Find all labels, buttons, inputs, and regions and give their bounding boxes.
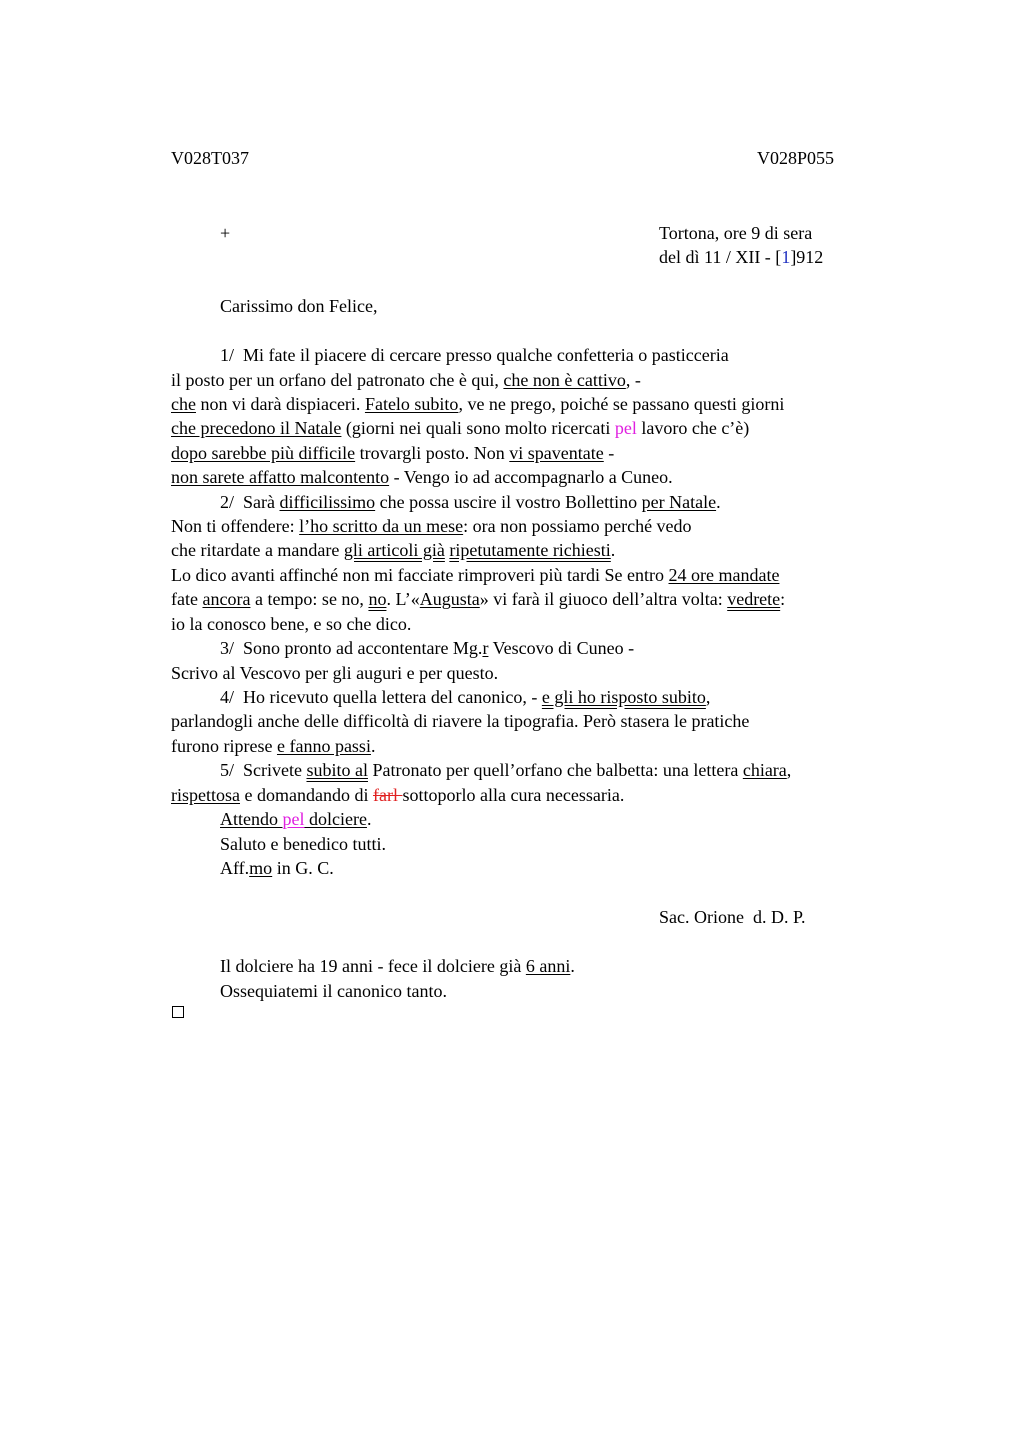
paragraph-1-line-1: 1/ Mi fate il piacere di cercare presso qualche confetteria o pasticceria [220,345,729,365]
paragraph-4-line-2: parlandogli anche delle difficoltà di riavere la tipografia. Però stasera le pratiche [171,711,750,731]
paragraph-3-line-2: Scrivo al Vescovo per gli auguri e per questo. [171,663,499,683]
paragraph-2-line-6: io la conosco bene, e so che dico. [171,614,412,634]
document-code-right: V028P055 [757,148,835,168]
paragraph-2-line-3: che ritardate a mandare gli articoli già ripetutamente richiesti. [171,540,616,560]
paragraph-1-line-3: che non vi darà dispiaceri. Fatelo subito, ve ne prego, poiché se passano questi giorni [171,394,785,414]
struck-text: farl [372,785,403,805]
dateline-place: Tortona, ore 9 di sera [659,223,813,243]
closing-affmo: Aff.mo in G. C. [220,858,334,878]
document-code-left: V028T037 [171,148,249,168]
paragraph-2-line-4: Lo dico avanti affinché non mi facciate rimproveri più tardi Se entro 24 ore mandate [171,565,780,585]
paragraph-2-line-2: Non ti offendere: l’ho scritto da un mese: ora non possiamo perché vedo [171,516,692,536]
paragraph-2-line-5: fate ancora a tempo: se no, no. L’«Augusta» vi farà il giuoco dell’altra volta: vedrete: [171,589,786,609]
paragraph-4-line-1: 4/ Ho ricevuto quella lettera del canonico, - e gli ho risposto subito, [220,687,711,707]
end-marker-box [172,1006,184,1018]
postscript-line-1: Il dolciere ha 19 anni - fece il dolciere già 6 anni. [220,956,575,976]
paragraph-1-line-5: dopo sarebbe più difficile trovargli posto. Non vi spaventate - [171,443,615,463]
paragraph-4-line-3: furono riprese e fanno passi. [171,736,376,756]
postscript-line-2: Ossequiatemi il canonico tanto. [220,981,447,1001]
closing-attendo: Attendo pel dolciere. [220,809,372,829]
cross-mark: + [220,223,231,243]
editorial-insert: 1 [781,247,791,267]
closing-saluto: Saluto e benedico tutti. [220,834,386,854]
paragraph-1-line-4: che precedono il Natale (giorni nei quali sono molto ricercati pel lavoro che c’è) [171,418,750,438]
signature: Sac. Orione d. D. P. [659,907,806,927]
dateline-date: del dì 11 / XII - [1]912 [659,247,824,267]
paragraph-1-line-2: il posto per un orfano del patronato che è qui, che non è cattivo, - [171,370,641,390]
paragraph-1-line-6: non sarete affatto malcontento - Vengo io ad accompagnarlo a Cuneo. [171,467,673,487]
paragraph-3-line-1: 3/ Sono pronto ad accontentare Mg.r Vescovo di Cuneo - [220,638,635,658]
paragraph-5-line-2: rispettosa e domandando di farl sottoporlo alla cura necessaria. [171,785,625,805]
paragraph-5-line-1: 5/ Scrivete subito al Patronato per quell’orfano che balbetta: una lettera chiara, [220,760,792,780]
paragraph-2-line-1: 2/ Sarà difficilissimo che possa uscire il vostro Bollettino per Natale. [220,492,721,512]
salutation: Carissimo don Felice, [220,296,378,316]
